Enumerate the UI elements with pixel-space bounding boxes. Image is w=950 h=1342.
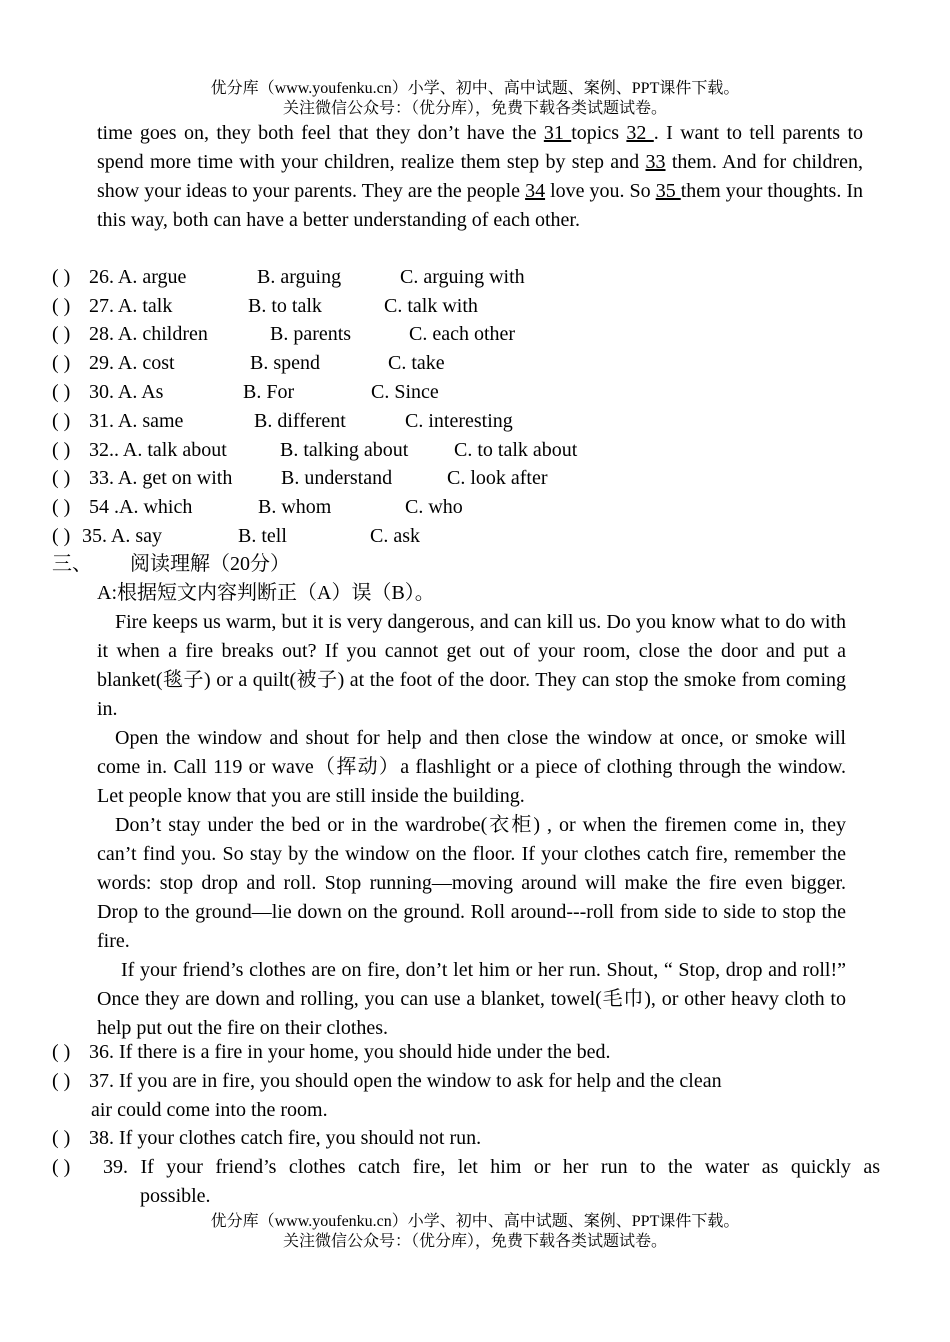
question-37-continued: air could come into the room.	[91, 1099, 328, 1121]
page-header	[0, 79, 950, 119]
question-39-continued: possible.	[140, 1185, 211, 1207]
answer-paren[interactable]: ( )	[52, 1041, 71, 1063]
answer-paren[interactable]: ( )	[52, 295, 71, 317]
answer-paren[interactable]: ( )	[52, 1156, 71, 1178]
answer-paren[interactable]: ( )	[52, 525, 71, 547]
section-3-label: 三、	[52, 553, 92, 575]
blank-31: 31	[543, 122, 572, 144]
blank-33: 33	[645, 151, 666, 173]
answer-paren[interactable]: ( )	[52, 410, 71, 432]
blank-35: 35	[655, 180, 681, 202]
answer-paren[interactable]: ( )	[52, 352, 71, 374]
answer-paren[interactable]: ( )	[52, 381, 71, 403]
header-line-2: 关注微信公众号：（优分库），免费下载各类试题试卷。	[282, 100, 667, 117]
reading-passage	[97, 608, 846, 1043]
page-footer	[0, 1212, 950, 1252]
passage-paragraph-4: If your friend’s clothes are on fire, don’t let him or her run. Shout, “ Stop, drop and roll!” Once they are down and rolling, you can use a blanket, towel(毛巾), or other heavy cloth to help put out the fire on their clothes.	[97, 959, 846, 1039]
answer-paren[interactable]: ( )	[52, 1070, 71, 1092]
answer-paren[interactable]: ( )	[52, 439, 71, 461]
blank-34: 34	[525, 180, 546, 202]
part-a-instruction: A:根据短文内容判断正（A）误（B）。	[97, 582, 435, 604]
footer-line-2: 关注微信公众号：（优分库），免费下载各类试题试卷。	[282, 1233, 667, 1250]
passage-paragraph-3: Don’t stay under the bed or in the wardrobe(衣柜) , or when the firemen come in, they can’t find you. So stay by the window on the floor. If your clothes catch fire, remember the words: stop drop and roll. Stop running—moving around will make the fire even bigger. Drop to the ground—lie down on the ground. Roll around---roll from side to side to stop the fire.	[97, 814, 846, 952]
passage-paragraph-1: Fire keeps us warm, but it is very dangerous, and can kill us. Do you know what to do with it when a fire breaks out? If you cannot get out of your room, close the door and put a blanket(毯子) or a quilt(被子) at the foot of the door. They can stop the smoke from coming in.	[97, 611, 846, 720]
answer-paren[interactable]: ( )	[52, 323, 71, 345]
passage-paragraph-2: Open the window and shout for help and then close the window at once, or smoke will come in. Call 119 or wave（挥动）a flashlight or a piece of clothing through the window. Let people know that you are still inside the building.	[97, 727, 846, 807]
answer-paren[interactable]: ( )	[52, 1127, 71, 1149]
footer-line-1: 优分库（www.youfenku.cn）小学、初中、高中试题、案例、PPT课件下载。	[210, 1213, 740, 1230]
header-line-1: 优分库（www.youfenku.cn）小学、初中、高中试题、案例、PPT课件下载。	[210, 80, 740, 97]
answer-paren[interactable]: ( )	[52, 266, 71, 288]
blank-32: 32	[626, 122, 654, 144]
cloze-passage-tail: time goes on, they both feel that they don’t have the 31 topics 32 . I want to tell parents to spend more time with your children, realize them step by step and 33 them. And for children, show your ideas to your parents. They are the people 34 love you. So 35 them your thoughts. In this way, both can have a better understanding of each other.	[97, 122, 864, 231]
answer-paren[interactable]: ( )	[52, 467, 71, 489]
answer-paren[interactable]: ( )	[52, 496, 71, 518]
section-3-title: 阅读理解（20分）	[130, 553, 290, 575]
